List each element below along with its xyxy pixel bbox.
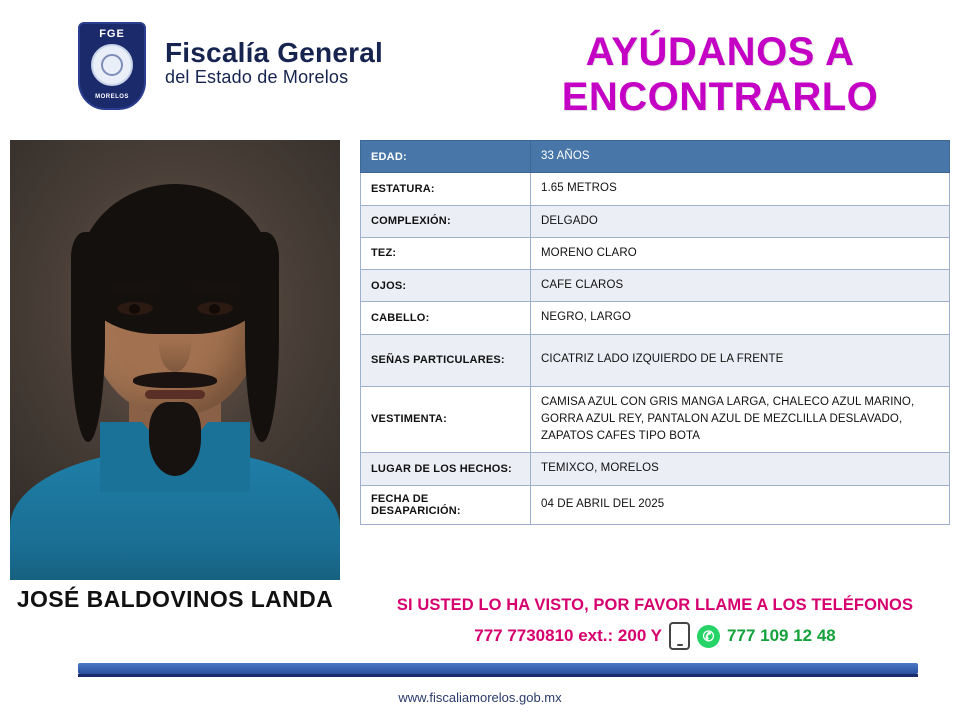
org-name-line1: Fiscalía General [165, 37, 383, 68]
footer-divider [78, 663, 918, 674]
row-value: NEGRO, LARGO [531, 302, 950, 334]
row-label: TEZ: [361, 237, 531, 269]
photo-hair-left [71, 232, 105, 442]
table-row [361, 485, 950, 524]
photo-mouth [145, 390, 205, 399]
org-name-line2: del Estado de Morelos [165, 67, 349, 88]
cta-instruction: SI USTED LO HA VISTO, POR FAVOR LLAME A LOS TELÉFONOS [396, 596, 914, 614]
shield-top-text: FGE [99, 28, 125, 40]
row-label: LUGAR DE LOS HECHOS: [361, 453, 531, 485]
photo-mustache [133, 372, 217, 388]
organization-name [165, 38, 383, 88]
shield-bottom-text: MORELOS [95, 94, 129, 100]
table-row [361, 386, 950, 453]
mobile-phone-icon [669, 622, 690, 650]
table-row [361, 334, 950, 386]
row-label: FECHA DE DESAPARICIÓN: [361, 485, 531, 524]
table-row [361, 302, 950, 334]
row-value: CAMISA AZUL CON GRIS MANGA LARGA, CHALECO AZUL MARINO, GORRA AZUL REY, PANTALON AZUL DE MEZCLILLA DESLAVADO, ZAPATOS CAFES TIPO BOTA [531, 386, 950, 453]
phone-main: 777 7730810 ext.: 200 Y [474, 626, 663, 645]
row-value: MORENO CLARO [531, 237, 950, 269]
table-row [361, 237, 950, 269]
shield-shape [78, 22, 146, 110]
details-table-body [361, 141, 950, 525]
page-header [0, 0, 960, 130]
page-title: AYÚDANOS A ENCONTRARLO [561, 30, 879, 119]
photo-eye-right [197, 302, 233, 315]
shield-emblem-icon [91, 44, 133, 86]
table-row [361, 141, 950, 173]
row-value: DELGADO [531, 205, 950, 237]
person-name: JOSÉ BALDOVINOS LANDA [16, 586, 334, 612]
row-value: 04 DE ABRIL DEL 2025 [531, 485, 950, 524]
table-row [361, 205, 950, 237]
row-value: CAFE CLAROS [531, 270, 950, 302]
details-table [360, 140, 950, 525]
row-value: 33 AÑOS [531, 141, 950, 173]
row-label: COMPLEXIÓN: [361, 205, 531, 237]
row-label: CABELLO: [361, 302, 531, 334]
missing-person-photo [10, 140, 340, 580]
call-to-action [360, 596, 950, 650]
photo-beard [149, 402, 201, 476]
table-row [361, 173, 950, 205]
row-label: VESTIMENTA: [361, 386, 531, 453]
photo-eye-left [117, 302, 153, 315]
photo-hair-right [245, 232, 279, 442]
row-label: OJOS: [361, 270, 531, 302]
table-row [361, 270, 950, 302]
fge-shield-logo [78, 22, 148, 114]
footer-website-url[interactable]: www.fiscaliamorelos.gob.mx [398, 690, 562, 705]
table-row [361, 453, 950, 485]
row-label: EDAD: [361, 141, 531, 173]
row-value: CICATRIZ LADO IZQUIERDO DE LA FRENTE [531, 334, 950, 386]
whatsapp-icon: ✆ [697, 625, 720, 648]
cta-phones [360, 622, 950, 650]
row-value: TEMIXCO, MORELOS [531, 453, 950, 485]
photo-nose [159, 318, 191, 372]
row-label: ESTATURA: [361, 173, 531, 205]
phone-whatsapp: 777 109 12 48 [727, 626, 836, 645]
row-label: SEÑAS PARTICULARES: [361, 334, 531, 386]
row-value: 1.65 METROS [531, 173, 950, 205]
